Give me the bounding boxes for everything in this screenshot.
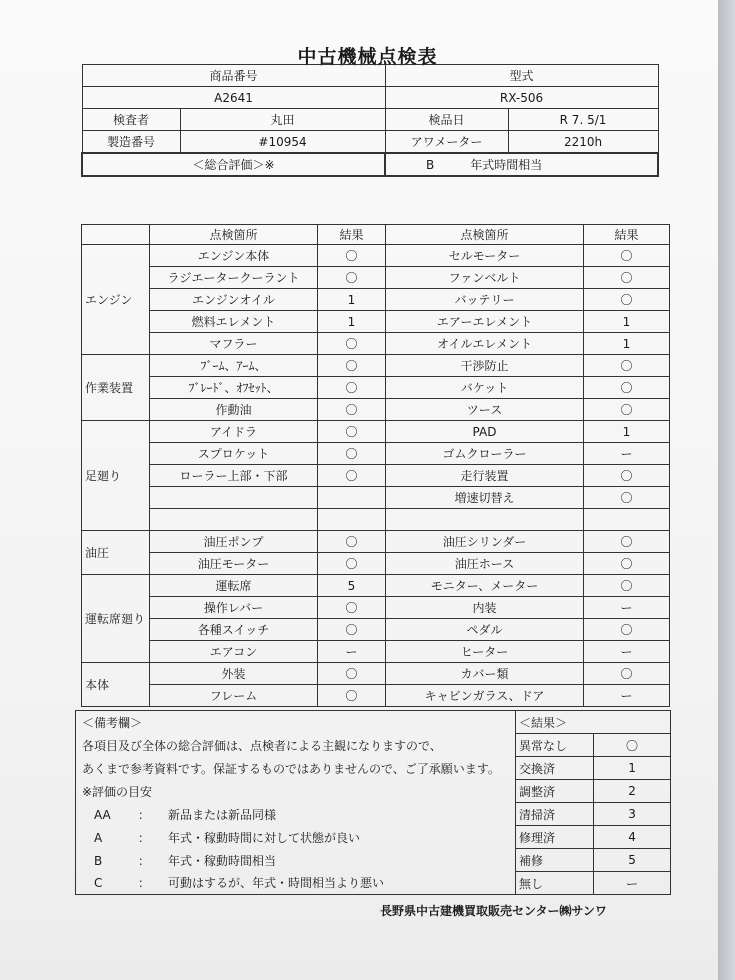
table-row	[82, 531, 670, 553]
grade-guide-row	[76, 826, 516, 849]
result-left: 〇	[318, 597, 386, 619]
category-cell: 作業装置	[82, 355, 150, 421]
item-left: 外装	[150, 663, 318, 685]
result-right: 1	[584, 421, 670, 443]
item-right: 走行装置	[386, 465, 584, 487]
result-left: 〇	[318, 333, 386, 355]
overall-grade: B	[426, 158, 435, 172]
result-right: 〇	[584, 355, 670, 377]
item-right: PAD	[386, 421, 584, 443]
item-left: スプロケット	[150, 443, 318, 465]
item-left: ローラー上部・下部	[150, 465, 318, 487]
item-right: 干渉防止	[386, 355, 584, 377]
item-right: 内装	[386, 597, 584, 619]
grade-sep: ：	[138, 807, 151, 822]
legend-mark: 5	[594, 849, 671, 872]
result-right: ー	[584, 443, 670, 465]
item-right: エアーエレメント	[386, 311, 584, 333]
grade-text: 年式・稼動時間相当	[168, 853, 277, 868]
result-right: 〇	[584, 267, 670, 289]
grade-code: C	[94, 876, 103, 891]
grade-sep: ：	[138, 830, 151, 845]
item-right: ツース	[386, 399, 584, 421]
result-left: 〇	[318, 531, 386, 553]
item-right: バッテリー	[386, 289, 584, 311]
serial-label: 製造番号	[82, 131, 180, 154]
result-right: 〇	[584, 487, 670, 509]
inspection-table	[81, 224, 670, 707]
item-header-left: 点検箇所	[150, 225, 318, 245]
item-left: エンジンオイル	[150, 289, 318, 311]
grade-guide-row	[76, 803, 516, 826]
result-right	[584, 509, 670, 531]
result-left: 〇	[318, 443, 386, 465]
item-left: 運転席	[150, 575, 318, 597]
table-row	[82, 619, 670, 641]
hour-meter-value: 2210h	[508, 131, 658, 154]
item-right: セルモーター	[386, 245, 584, 267]
item-right: ヒーター	[386, 641, 584, 663]
table-row	[82, 597, 670, 619]
grade-text: 年式・稼動時間に対して状態が良い	[168, 830, 361, 845]
result-left: 〇	[318, 399, 386, 421]
legend-label: 調整済	[516, 780, 594, 803]
item-right	[386, 509, 584, 531]
item-left: 油圧モーター	[150, 553, 318, 575]
page-title: 中古機械点検表	[297, 46, 438, 68]
table-row	[82, 421, 670, 443]
result-right: 1	[584, 311, 670, 333]
result-right: 〇	[584, 245, 670, 267]
result-left: 〇	[318, 553, 386, 575]
inspect-date-label: 検品日	[385, 109, 508, 131]
table-row	[82, 553, 670, 575]
footer-company: 長野県中古建機買取販売センター㈱サンワ	[380, 904, 607, 918]
item-left: 操作レバー	[150, 597, 318, 619]
item-right: ゴムクローラー	[386, 443, 584, 465]
product-no-label: 商品番号	[82, 65, 385, 87]
guide-heading: ※評価の目安	[76, 780, 516, 803]
grade-text: 可動はするが、年式・時間相当より悪い	[168, 876, 385, 891]
table-row	[82, 575, 670, 597]
item-right: オイルエレメント	[386, 333, 584, 355]
legend-mark: 3	[594, 803, 671, 826]
result-left	[318, 509, 386, 531]
legend-mark: 4	[594, 826, 671, 849]
serial-value: #10954	[180, 131, 385, 154]
result-right: 〇	[584, 531, 670, 553]
table-row	[82, 355, 670, 377]
result-header-left: 結果	[318, 225, 386, 245]
table-row	[82, 377, 670, 399]
table-row	[82, 267, 670, 289]
table-row	[82, 443, 670, 465]
result-left	[318, 487, 386, 509]
result-left: 〇	[318, 245, 386, 267]
legend-label: 清掃済	[516, 803, 594, 826]
grade-guide-row	[76, 872, 516, 895]
item-left: アイドラ	[150, 421, 318, 443]
table-row	[82, 399, 670, 421]
result-left: 〇	[318, 685, 386, 707]
result-left: 〇	[318, 663, 386, 685]
legend-label: 無し	[516, 872, 594, 895]
notes-line-1: 各項目及び全体の総合評価は、点検者による主観になりますので、	[76, 734, 516, 757]
item-header-right: 点検箇所	[386, 225, 584, 245]
item-left: 作動油	[150, 399, 318, 421]
legend-mark: 〇	[594, 734, 671, 757]
category-cell: 本体	[82, 663, 150, 707]
item-left: ﾌﾞﾚｰﾄﾞ、ｵﾌｾｯﾄ、	[150, 377, 318, 399]
item-left: エンジン本体	[150, 245, 318, 267]
item-right: モニター、メーター	[386, 575, 584, 597]
grade-sep: ：	[138, 876, 151, 891]
table-row	[82, 311, 670, 333]
legend-label: 修理済	[516, 826, 594, 849]
notes-line-2: あくまで参考資料です。保証するものではありませんので、ご了承願います。	[76, 757, 516, 780]
overall-label: ＜総合評価＞※	[82, 153, 385, 176]
item-right: 油圧シリンダー	[386, 531, 584, 553]
item-left: ラジエータークーラント	[150, 267, 318, 289]
overall-text: 年式時間相当	[470, 158, 543, 172]
legend-label: 補修	[516, 849, 594, 872]
table-row	[82, 685, 670, 707]
result-right: 〇	[584, 663, 670, 685]
overall-evaluation	[385, 153, 658, 176]
product-no-value: A2641	[82, 87, 385, 109]
category-cell: 足廻り	[82, 421, 150, 531]
model-label: 型式	[385, 65, 658, 87]
result-left: 5	[318, 575, 386, 597]
header-table	[81, 64, 659, 177]
model-value: RX-506	[385, 87, 658, 109]
item-right: ペダル	[386, 619, 584, 641]
table-row	[82, 333, 670, 355]
legend-mark: ー	[594, 872, 671, 895]
result-right: 〇	[584, 619, 670, 641]
result-left: 〇	[318, 465, 386, 487]
table-row	[82, 487, 670, 509]
category-cell: 油圧	[82, 531, 150, 575]
result-right: 〇	[584, 399, 670, 421]
result-right: 〇	[584, 575, 670, 597]
table-row	[82, 641, 670, 663]
result-left: 〇	[318, 421, 386, 443]
table-row	[82, 509, 670, 531]
category-cell: エンジン	[82, 245, 150, 355]
grade-code: A	[94, 830, 103, 845]
inspect-date-value: R 7. 5/1	[508, 109, 658, 131]
category-cell: 運転席廻り	[82, 575, 150, 663]
item-right: ファンベルト	[386, 267, 584, 289]
result-left: 1	[318, 311, 386, 333]
item-right: カバー類	[386, 663, 584, 685]
grade-text: 新品または新品同様	[168, 807, 277, 822]
item-left: 燃料エレメント	[150, 311, 318, 333]
result-right: 〇	[584, 289, 670, 311]
item-right: 油圧ホース	[386, 553, 584, 575]
result-right: ー	[584, 685, 670, 707]
category-header	[82, 225, 150, 245]
legend-mark: 2	[594, 780, 671, 803]
grade-sep: ：	[138, 853, 151, 868]
hour-meter-label: アワメーター	[385, 131, 508, 154]
result-right: ー	[584, 597, 670, 619]
legend-mark: 1	[594, 757, 671, 780]
table-row	[82, 465, 670, 487]
table-row	[82, 663, 670, 685]
result-left: 〇	[318, 355, 386, 377]
result-left: 1	[318, 289, 386, 311]
result-header-right: 結果	[584, 225, 670, 245]
result-left: 〇	[318, 619, 386, 641]
item-left: フレーム	[150, 685, 318, 707]
inspector-value: 丸田	[180, 109, 385, 131]
desk-background	[718, 0, 735, 980]
grade-code: AA	[94, 807, 111, 822]
notes-heading: ＜備考欄＞	[76, 711, 516, 734]
result-right: 1	[584, 333, 670, 355]
result-right: ー	[584, 641, 670, 663]
result-right: 〇	[584, 377, 670, 399]
grade-guide-row	[76, 849, 516, 872]
item-left	[150, 487, 318, 509]
legend-label: 異常なし	[516, 734, 594, 757]
grade-code: B	[94, 853, 103, 868]
item-left: マフラー	[150, 333, 318, 355]
item-left: エアコン	[150, 641, 318, 663]
inspector-label: 検査者	[82, 109, 180, 131]
table-row	[82, 245, 670, 267]
item-right: 増速切替え	[386, 487, 584, 509]
result-left: 〇	[318, 267, 386, 289]
item-right: キャビンガラス、ドア	[386, 685, 584, 707]
legend-label: 交換済	[516, 757, 594, 780]
table-row	[82, 289, 670, 311]
item-left: 各種スイッチ	[150, 619, 318, 641]
item-left	[150, 509, 318, 531]
results-legend-heading: ＜結果＞	[516, 711, 671, 734]
result-left: 〇	[318, 377, 386, 399]
result-left: ー	[318, 641, 386, 663]
item-left: ﾌﾞｰﾑ、ｱｰﾑ、	[150, 355, 318, 377]
notes-table	[75, 710, 671, 895]
result-right: 〇	[584, 553, 670, 575]
item-left: 油圧ポンプ	[150, 531, 318, 553]
result-right: 〇	[584, 465, 670, 487]
item-right: バケット	[386, 377, 584, 399]
